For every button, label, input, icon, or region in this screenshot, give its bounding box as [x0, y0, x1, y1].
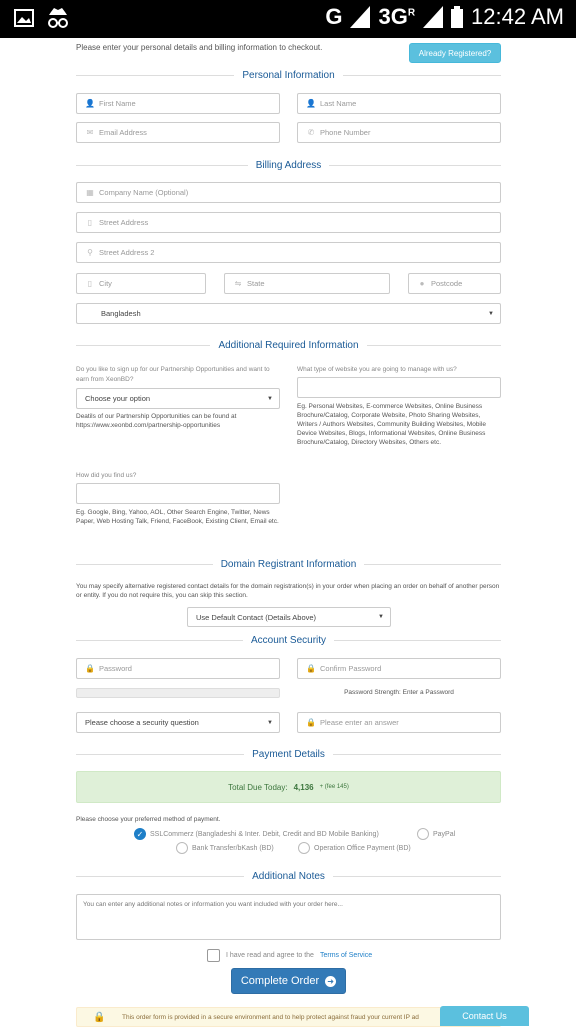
street-address-2-field[interactable]: ⚲ Street Address 2 — [76, 242, 501, 263]
company-field[interactable]: ▦ Company Name (Optional) — [76, 182, 501, 203]
chevron-down-icon: ▼ — [267, 395, 273, 402]
status-bar — [0, 0, 576, 38]
signal-icon-2 — [423, 6, 443, 28]
map-marker-icon: ⚲ — [87, 248, 93, 257]
radio-checked-icon[interactable]: ✓ — [134, 828, 146, 840]
certificate-icon: ● — [419, 279, 425, 288]
total-due-label: Total Due Today: — [228, 782, 288, 792]
section-account-security: Account Security — [76, 634, 501, 646]
security-question-select[interactable]: Please choose a security question ▼ — [76, 712, 280, 733]
battery-icon — [451, 6, 463, 28]
building-icon: ▯ — [87, 279, 93, 288]
lock-icon: 🔒 — [306, 664, 316, 673]
notes-textarea[interactable]: You can enter any additional notes or information you want included with your order here... — [76, 894, 501, 940]
partnership-question: Do you like to sign up for our Partnership Opportunities and want to earn from XeonBD? — [76, 366, 270, 383]
section-additional-notes: Additional Notes — [76, 870, 501, 882]
find-us-help: Eg. Google, Bing, Yahoo, AOL, Other Search Engine, Twitter, News Paper, Web Hosting Talk, Friend, FaceBook, Existing Client, Email etc. — [76, 509, 279, 525]
lock-icon: 🔒 — [306, 718, 316, 727]
building-icon: ▯ — [87, 218, 93, 227]
terms-checkbox[interactable] — [207, 949, 220, 962]
intro-text: Please enter your personal details and billing information to checkout. — [76, 43, 323, 52]
payment-option-paypal[interactable]: PayPal — [417, 828, 455, 840]
clock: 12:42 AM — [471, 4, 564, 29]
fee-text: + (fee 145) — [319, 784, 349, 790]
find-us-input[interactable] — [76, 483, 280, 504]
user-icon: 👤 — [85, 99, 95, 108]
radio-icon[interactable] — [298, 842, 310, 854]
postcode-field[interactable]: ● Postcode — [408, 273, 501, 294]
chevron-down-icon: ▼ — [378, 614, 384, 620]
phone-field[interactable]: ✆ Phone Number — [297, 122, 501, 143]
website-type-input[interactable] — [297, 377, 501, 398]
street-address-field[interactable]: ▯ Street Address — [76, 212, 501, 233]
city-field[interactable]: ▯ City — [76, 273, 206, 294]
signal-icon — [350, 6, 370, 28]
country-select[interactable]: Bangladesh ▼ — [76, 303, 501, 324]
section-payment-details: Payment Details — [76, 748, 501, 760]
last-name-field[interactable]: 👤 Last Name — [297, 93, 501, 114]
security-answer-field[interactable]: 🔒 Please enter an answer — [297, 712, 501, 733]
partnership-select[interactable]: Choose your option ▼ — [76, 388, 280, 409]
arrow-right-icon: ➜ — [325, 976, 336, 987]
terms-link[interactable]: Terms of Service — [319, 952, 373, 959]
network-type-2: $3G^R$ — [378, 4, 416, 29]
password-field[interactable]: 🔒 Password — [76, 658, 280, 679]
find-us-question: How did you find us? — [76, 472, 137, 479]
chevron-down-icon: ▼ — [488, 310, 494, 317]
total-due-value: 4,136 — [293, 782, 314, 792]
state-field[interactable]: ⇋ State — [224, 273, 390, 294]
domain-contact-select[interactable]: Use Default Contact (Details Above) ▼ — [187, 607, 391, 627]
already-registered-button[interactable]: Already Registered? — [409, 43, 501, 63]
complete-order-button[interactable]: Complete Order ➜ — [231, 968, 346, 994]
section-domain-registrant: Domain Registrant Information — [76, 558, 501, 570]
chevron-down-icon: ▼ — [267, 719, 273, 726]
payment-option-office-payment[interactable]: Operation Office Payment (BD) — [298, 842, 411, 854]
partnership-help: Deatils of our Partnership Opportunities can be found at https://www.xeonbd.com/partnership-opportunities — [76, 413, 237, 429]
payment-option-sslcommerz[interactable]: ✓ SSLCommerz (Bangladeshi & Inter. Debit, Credit and BD Mobile Banking) — [134, 828, 379, 840]
lock-icon: 🔒 — [93, 1012, 106, 1023]
domain-description: You may specify alternative registered contact details for the domain registration(s) in your order when placing an order on behalf of another person or entity. If you do not require this, you can skip this section. — [76, 583, 500, 599]
radio-icon[interactable] — [417, 828, 429, 840]
phone-icon: ✆ — [307, 128, 315, 137]
payment-option-bank-transfer[interactable]: Bank Transfer/bKash (BD) — [176, 842, 274, 854]
terms-row — [207, 949, 372, 962]
section-billing-address: Billing Address — [76, 159, 501, 171]
incognito-icon — [46, 6, 70, 30]
network-type: G — [325, 4, 343, 29]
confirm-password-field[interactable]: 🔒 Confirm Password — [297, 658, 501, 679]
website-help: Eg. Personal Websites, E-commerce Websites, Online Business Brochure/Catalog, Corporate Website, Photo Sharing Websites, Writers / Authors Websites, Community Building Websites, Mobile Device Websites, Blogs, Informational Websites, Online Business Brochure/Catalog, Directory Websites, Others etc. — [297, 403, 486, 446]
email-field[interactable]: ✉ Email Address — [76, 122, 280, 143]
contact-us-button[interactable]: Contact Us — [440, 1006, 529, 1026]
first-name-field[interactable]: 👤 First Name — [76, 93, 280, 114]
total-due-box — [76, 771, 501, 803]
terms-prefix: I have read and agree to the — [226, 952, 314, 959]
envelope-icon: ✉ — [86, 128, 94, 137]
radio-icon[interactable] — [176, 842, 188, 854]
password-strength-bar — [76, 688, 280, 698]
password-strength-label: Password Strength: Enter a Password — [344, 689, 454, 696]
image-icon — [14, 9, 34, 27]
website-question: What type of website you are going to manage with us? — [297, 366, 457, 373]
lock-icon: 🔒 — [85, 664, 95, 673]
user-icon: 👤 — [306, 99, 316, 108]
payment-method-prompt: Please choose your preferred method of payment. — [76, 816, 221, 823]
section-additional-information: Additional Required Information — [76, 339, 501, 351]
building-icon: ▦ — [86, 188, 94, 197]
signpost-icon: ⇋ — [234, 279, 242, 288]
section-personal-information: Personal Information — [76, 69, 501, 81]
secure-environment-banner: 🔒 This order form is provided in a secure environment and to help protect against fraud your current IP ad — [76, 1007, 501, 1027]
